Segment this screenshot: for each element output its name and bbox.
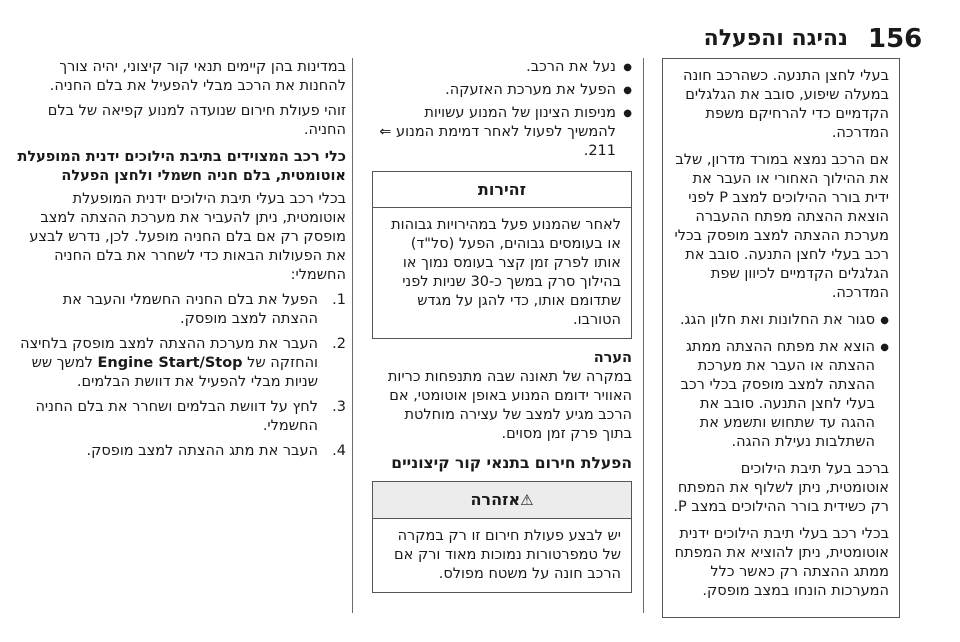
warning-header	[373, 482, 631, 519]
step-text-before: העבר את מערכת ההצתה למצב מופסק בלחיצה והחזקה של	[20, 336, 318, 371]
engine-start-stop-label: Engine Start/Stop	[97, 355, 243, 371]
step-text-after: למשך שש שניות מבלי להפעיל את דוושת הבלמים.	[31, 355, 318, 390]
page-header	[0, 8, 960, 54]
caution-box	[372, 171, 632, 339]
parking-decline-paragraph: אם הרכב נמצא במורד מדרון, שלב את ההילוך האחורי או העבר את ידית בורר ההילוכים למצב P לפני הוצאת ההצתה מפתח ההעברה מערכת ההצתה למצב מופסק בכלי רכב בעלי לחצן התנעה. סובב את הגלגלים הקדמיים לכיוון שפת המדרכה.	[674, 152, 889, 301]
automated-manual-heading: כלי רכב המצוידים בתיבת הילוכים ידנית המופעלת אוטומטית, בלם חניה חשמלי ולחצן הפעלה	[17, 149, 346, 184]
step-text: העבר את מתג ההצתה למצב מופסק.	[86, 443, 318, 459]
warning-box	[372, 481, 632, 593]
note-label: הערה	[593, 350, 632, 366]
step-number: 3.	[332, 399, 346, 415]
warning-title: אזהרה	[470, 490, 521, 509]
step-number: 2.	[332, 336, 346, 352]
bullet-lock-vehicle: ● נעל את הרכב.	[372, 58, 632, 77]
warning-body: יש לבצע פעולת חירום זו רק במקרה של טמפרטורות נמוכות מאוד ורק אם הרכב חונה על משטח מפולס.	[394, 528, 621, 582]
bullet-cooling-fans: ● מניפות הצינון של המנוע עשויות להמשיך לפעול לאחר דמימת המנוע ⇐ 211.	[372, 104, 632, 161]
lock-bullets	[372, 58, 632, 161]
automatic-gearbox-paragraph: ברכב בעל תיבת הילוכים אוטומטית, ניתן לשלוף את המפתח רק כשידית בורר ההילוכים במצב P.	[673, 461, 889, 515]
parking-bullets	[673, 311, 889, 452]
automated-manual-intro: בכלי רכב בעלי תיבת הילוכים ידנית המופעלת אוטומטית, ניתן להעביר את מערכת ההצתה למצב מופסק רק אם בלם החניה מופעל. לכן, נדרש לבצע את הפעולות הבאות כדי לשחרר את בלם החניה החשמלי:	[29, 191, 346, 283]
emergency-purpose-paragraph: זוהי פעולת חירום שנועדה למנוע קפיאה של בלם החניה.	[47, 103, 346, 138]
middle-column	[368, 58, 632, 618]
note-body: במקרה של תאונה שבה מתנפחות כריות האוויר ידומם המנוע באופן אוטומטי, אם הרכב מגיע למצב של עצירה מוחלטת בתוך פרק זמן מסוים.	[387, 369, 632, 442]
left-column	[12, 58, 346, 618]
bullet-close-windows: ● סגור את החלונות ואת חלון הגג.	[673, 311, 889, 330]
column-divider-left	[352, 58, 353, 613]
page-number: 156	[868, 24, 923, 54]
step-text: הפעל את בלם החניה החשמלי והעבר את ההצתה למצב מופסק.	[62, 292, 318, 327]
parking-incline-paragraph: בעלי לחצן התנעה. כשהרכב חונה במעלה שיפוע, סובב את הגלגלים הקדמיים כדי להרחיקם משפת המדרכה.	[683, 68, 889, 141]
bullet-remove-key: ● הוצא את מפתח ההצתה ממתג ההצתה או העבר את מערכת ההצתה למצב מופסק בכלי רכב בעלי לחצן התנעה. סובב את ההגה עד שתחוש ותשמע את השתלבות נעילת ההגה.	[673, 338, 889, 452]
right-column-box	[662, 58, 900, 618]
automated-manual-paragraph: בכלי רכב בעלי תיבת הילוכים ידנית אוטומטית, ניתן להוציא את המפתח ממתג ההצתה רק כאשר כלל המערכות הונחו במצב מופסק.	[674, 526, 889, 599]
cold-conditions-paragraph: במדינות בהן קיימים תנאי קור קיצוני, יהיה צורך להחנות את הרכב מבלי להפעיל את בלם החניה.	[49, 59, 346, 94]
caution-title: זהירות	[373, 172, 631, 208]
step-number: 1.	[332, 292, 346, 308]
step-number: 4.	[332, 443, 346, 459]
step-item	[12, 398, 346, 436]
step-item	[12, 335, 346, 392]
cold-emergency-heading: הפעלת חירום בתנאי קור קיצוניים	[391, 454, 632, 472]
step-item	[12, 291, 346, 329]
bullet-activate-alarm: ● הפעל את מערכת האזעקה.	[372, 81, 632, 100]
warning-triangle-icon: ⚠	[520, 491, 534, 509]
step-item	[12, 442, 346, 461]
caution-body: לאחר שהמנוע פעל במהירויות גבוהות או בעומסים גבוהים, הפעל (סל"ד) אותו לפרק זמן קצר בעומס נמוך או בהילוך סרק במשך כ-30 שניות לפני שתדומם אותו, כדי להגן על מגדש הטורבו.	[391, 217, 621, 328]
step-text	[12, 335, 318, 392]
page-title: נהיגה והפעלה	[703, 26, 848, 51]
release-steps	[12, 291, 346, 461]
column-divider-right	[643, 58, 644, 613]
step-text: לחץ על דוושת הבלמים ושחרר את בלם החניה החשמלי.	[35, 399, 318, 434]
